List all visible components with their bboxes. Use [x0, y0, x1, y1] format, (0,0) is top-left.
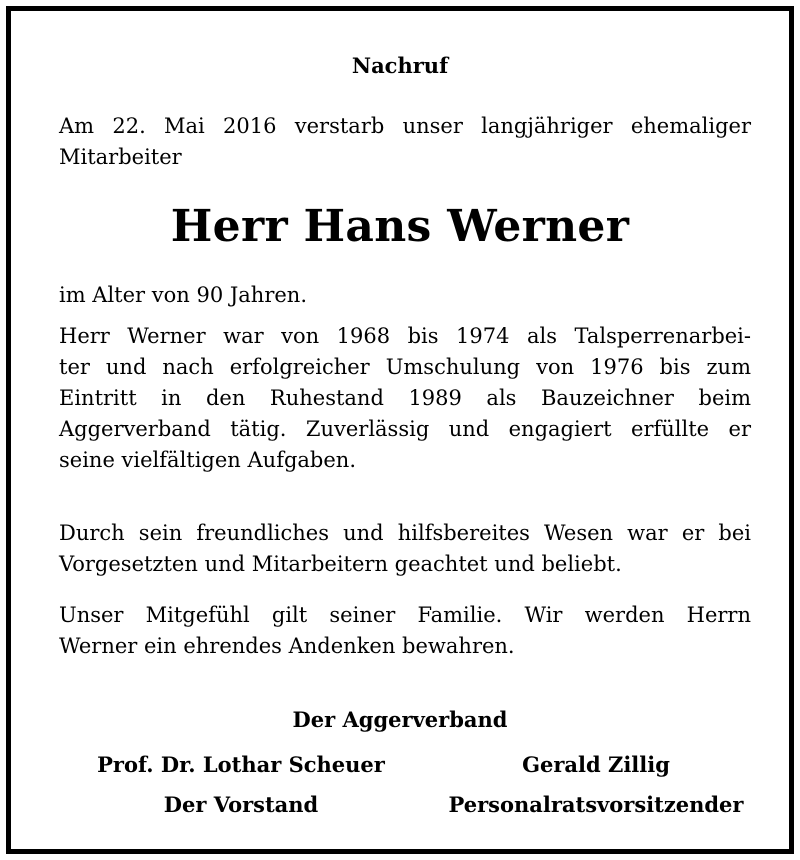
signatory-role: Personalratsvorsitzender	[448, 792, 744, 817]
intro-paragraph	[59, 111, 751, 173]
organization-name: Der Aggerverband	[292, 707, 508, 732]
character-paragraph	[59, 518, 751, 580]
career-line: ter und nach erfolgreicher Umschulung von 1976 bis zum	[59, 355, 751, 379]
intro-line: Am 22. Mai 2016 verstarb unser langjähriger ehemaliger	[59, 114, 751, 138]
age-paragraph	[59, 280, 751, 311]
age-line: im Alter von 90 Jahren.	[59, 283, 308, 307]
condolence-line: Werner ein ehrendes Andenken bewahren.	[59, 634, 515, 658]
signatory-name: Prof. Dr. Lothar Scheuer	[97, 752, 385, 777]
deceased-name: Herr Hans Werner	[170, 201, 630, 252]
character-line: Durch sein freundliches und hilfsbereites Wesen war er bei	[59, 521, 751, 545]
signatory-name: Gerald Zillig	[522, 752, 670, 777]
condolence-paragraph	[59, 600, 751, 662]
signatory-role: Der Vorstand	[163, 792, 319, 817]
career-line: Herr Werner war von 1968 bis 1974 als Talsperrenarbei-	[59, 324, 751, 348]
notice-heading: Nachruf	[351, 53, 449, 78]
obituary-notice	[6, 6, 794, 854]
character-line: Vorgesetzten und Mitarbeitern geachtet und beliebt.	[59, 552, 622, 576]
career-line: Eintritt in den Ruhestand 1989 als Bauzeichner beim	[59, 386, 751, 410]
career-paragraph	[59, 321, 751, 476]
career-line: seine vielfältigen Aufgaben.	[59, 448, 357, 472]
condolence-line: Unser Mitgefühl gilt seiner Familie. Wir werden Herrn	[59, 603, 751, 627]
signatory-left	[71, 745, 411, 825]
signatory-right	[431, 745, 761, 825]
career-line: Aggerverband tätig. Zuverlässig und engagiert erfüllte er	[59, 417, 751, 441]
intro-line: Mitarbeiter	[59, 145, 182, 169]
